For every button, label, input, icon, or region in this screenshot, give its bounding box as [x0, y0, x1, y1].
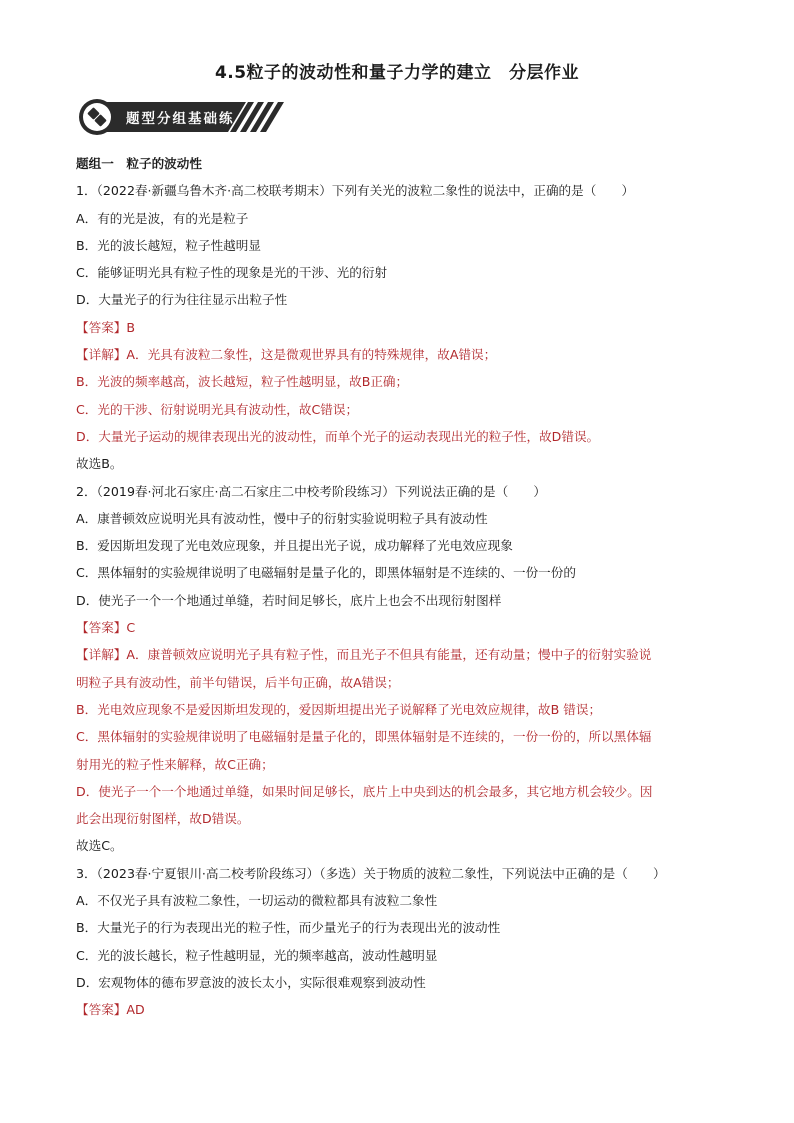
option-c: C．光的波长越长，粒子性越明显，光的频率越高，波动性越明显 [76, 947, 438, 963]
detail-line: 明粒子具有波动性，前半句错误，后半句正确，故A错误； [76, 674, 400, 690]
page-title: 4.5粒子的波动性和量子力学的建立 分层作业 [214, 63, 580, 83]
option-a: A．康普顿效应说明光具有波动性，慢中子的衍射实验说明粒子具有波动性 [76, 510, 488, 526]
option-b: B．爱因斯坦发现了光电效应现象，并且提出光子说，成功解释了光电效应现象 [76, 538, 513, 554]
detail-line: C．黑体辐射的实验规律说明了电磁辐射是量子化的，即黑体辐射是不连续的，一份一份的，所以黑体辐 [76, 729, 652, 745]
detail-label: 【详解】 [76, 647, 127, 663]
option-a: A．有的光是波，有的光是粒子 [76, 210, 249, 226]
banner-label: 题型分组基础练 [126, 111, 235, 127]
section-banner [78, 98, 288, 136]
question-2 [76, 478, 726, 860]
detail-line: B．光电效应现象不是爱因斯坦发现的，爱因斯坦提出光子说解释了光电效应规律，故B 错误； [76, 701, 602, 717]
answer-line: 【答案】AD [76, 1002, 145, 1018]
option-d: D．使光子一个一个地通过单缝，若时间足够长，底片上也会不出现衍射图样 [76, 592, 502, 608]
document-body [76, 150, 726, 1024]
conclusion-line: 故选C。 [76, 838, 123, 854]
detail-text: A．康普顿效应说明光子具有粒子性，而且光子不但具有能量，还有动量；慢中子的衍射实验说 [126, 647, 652, 663]
detail-line: D．使光子一个一个地通过单缝，如果时间足够长，底片上中央到达的机会最多，其它地方机会较少。因 [76, 783, 653, 799]
detail-line: 射用光的粒子性来解释，故C正确； [76, 756, 274, 772]
question-3 [76, 860, 726, 1024]
option-d: D．大量光子的行为往往显示出粒子性 [76, 292, 288, 308]
option-d: D．宏观物体的德布罗意波的波长太小，实际很难观察到波动性 [76, 974, 426, 990]
answer-line: 【答案】C [76, 620, 136, 636]
detail-line [76, 641, 726, 668]
option-b: B．大量光子的行为表现出光的粒子性，而少量光子的行为表现出光的波动性 [76, 920, 501, 936]
detail-label: 【详解】 [76, 347, 127, 363]
option-c: C．黑体辐射的实验规律说明了电磁辐射是量子化的，即黑体辐射是不连续的、一份一份的 [76, 565, 576, 581]
question-1 [76, 177, 726, 477]
detail-line [76, 341, 726, 368]
detail-line: D．大量光子运动的规律表现出光的波动性，而单个光子的运动表现出光的粒子性，故D错误。 [76, 428, 600, 444]
detail-line: B．光波的频率越高，波长越短，粒子性越明显，故B正确； [76, 374, 409, 390]
question-stem: 3．（2023春·宁夏银川·高二校考阶段练习）（多选）关于物质的波粒二象性，下列说法中正确的是（ ） [76, 865, 666, 881]
conclusion-line: 故选B。 [76, 456, 123, 472]
question-stem: 1．（2022春·新疆乌鲁木齐·高二校联考期末）下列有关光的波粒二象性的说法中，正确的是（ ） [76, 183, 635, 199]
option-a: A．不仅光子具有波粒二象性，一切运动的微粒都具有波粒二象性 [76, 893, 438, 909]
answer-line: 【答案】B [76, 319, 136, 335]
detail-line: C．光的干涉、衍射说明光具有波动性，故C错误； [76, 401, 359, 417]
option-c: C．能够证明光具有粒子性的现象是光的干涉、光的衍射 [76, 265, 388, 281]
detail-line: 此会出现衍射图样，故D错误。 [76, 811, 250, 827]
question-stem: 2．（2019春·河北石家庄·高二石家庄二中校考阶段练习）下列说法正确的是（ ） [76, 483, 546, 499]
detail-text: A．光具有波粒二象性，这是微观世界具有的特殊规律，故A错误； [126, 347, 497, 363]
group-title: 题组一 粒子的波动性 [76, 156, 202, 171]
option-b: B．光的波长越短，粒子性越明显 [76, 237, 261, 253]
